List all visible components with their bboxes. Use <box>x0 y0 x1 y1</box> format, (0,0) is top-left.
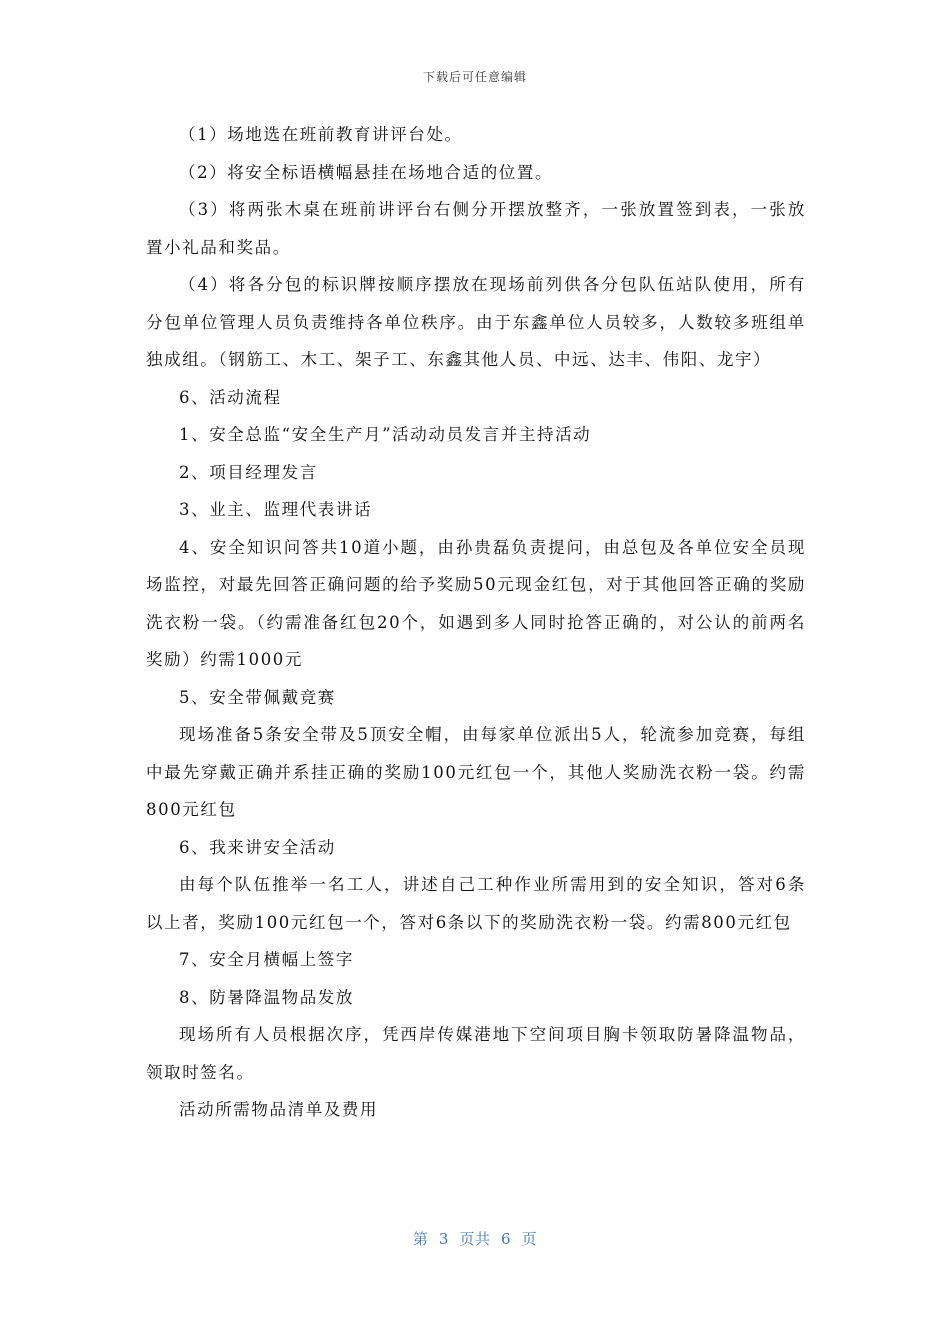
header-note: 下载后可任意编辑 <box>422 70 527 84</box>
paragraph-supplies-list-heading: 活动所需物品清单及费用 <box>179 1100 379 1119</box>
document-body <box>146 116 806 1129</box>
list-item-heat-supplies: 8、防暑降温物品发放 <box>179 987 354 1007</box>
paragraph-banner: （2）将安全标语横幅悬挂在场地合适的位置。 <box>179 162 554 182</box>
paragraph-signboards: （4）将各分包的标识牌按顺序摆放在现场前列供各分包队伍站队使用，所有分包单位管理人员负责维持各单位秩序。由于东鑫单位人员较多，人数较多班组单独成组。（钢筋工、木工、架子工、东鑫其他人员、中远、达丰、伟阳、龙宇） <box>146 275 806 369</box>
list-item-banner-signing: 7、安全月横幅上签字 <box>179 950 354 969</box>
list-item-harness-contest: 5、安全带佩戴竞赛 <box>179 687 336 707</box>
section-heading-activity-flow: 6、活动流程 <box>179 387 282 407</box>
list-item-quiz: 4、安全知识问答共10道小题，由孙贵磊负责提问，由总包及各单位安全员现场监控，对最先回答正确问题的给予奖励50元现金红包，对于其他回答正确的奖励洗衣粉一袋。（约需准备红包20个，如遇到多人同时抢答正确的，对公认的前两名奖励）约需1000元 <box>146 537 806 669</box>
list-item-safety-talk: 6、我来讲安全活动 <box>179 837 336 857</box>
paragraph-heat-supplies-detail: 现场所有人员根据次序，凭西岸传媒港地下空间项目胸卡领取防暑降温物品，领取时签名。 <box>146 1025 806 1082</box>
page-number-footer: 第 3 页共 6 页 <box>412 1230 538 1248</box>
list-item-owner-speech: 3、业主、监理代表讲话 <box>179 500 373 519</box>
list-item-opening-speech: 1、安全总监“安全生产月”活动动员发言并主持活动 <box>179 425 592 444</box>
paragraph-site-location: （1）场地选在班前教育讲评台处。 <box>179 125 463 144</box>
paragraph-safety-talk-detail: 由每个队伍推举一名工人，讲述自己工种作业所需用到的安全知识，答对6条以上者，奖励100元红包一个，答对6条以下的奖励洗衣粉一袋。约需800元红包 <box>146 875 806 932</box>
list-item-manager-speech: 2、项目经理发言 <box>179 462 318 482</box>
paragraph-harness-contest-detail: 现场准备5条安全带及5顶安全帽，由每家单位派出5人，轮流参加竞赛，每组中最先穿戴正确并系挂正确的奖励100元红包一个，其他人奖励洗衣粉一袋。约需800元红包 <box>146 725 806 819</box>
paragraph-tables: （3）将两张木桌在班前讲评台右侧分开摆放整齐，一张放置签到表，一张放置小礼品和奖品。 <box>146 200 806 257</box>
